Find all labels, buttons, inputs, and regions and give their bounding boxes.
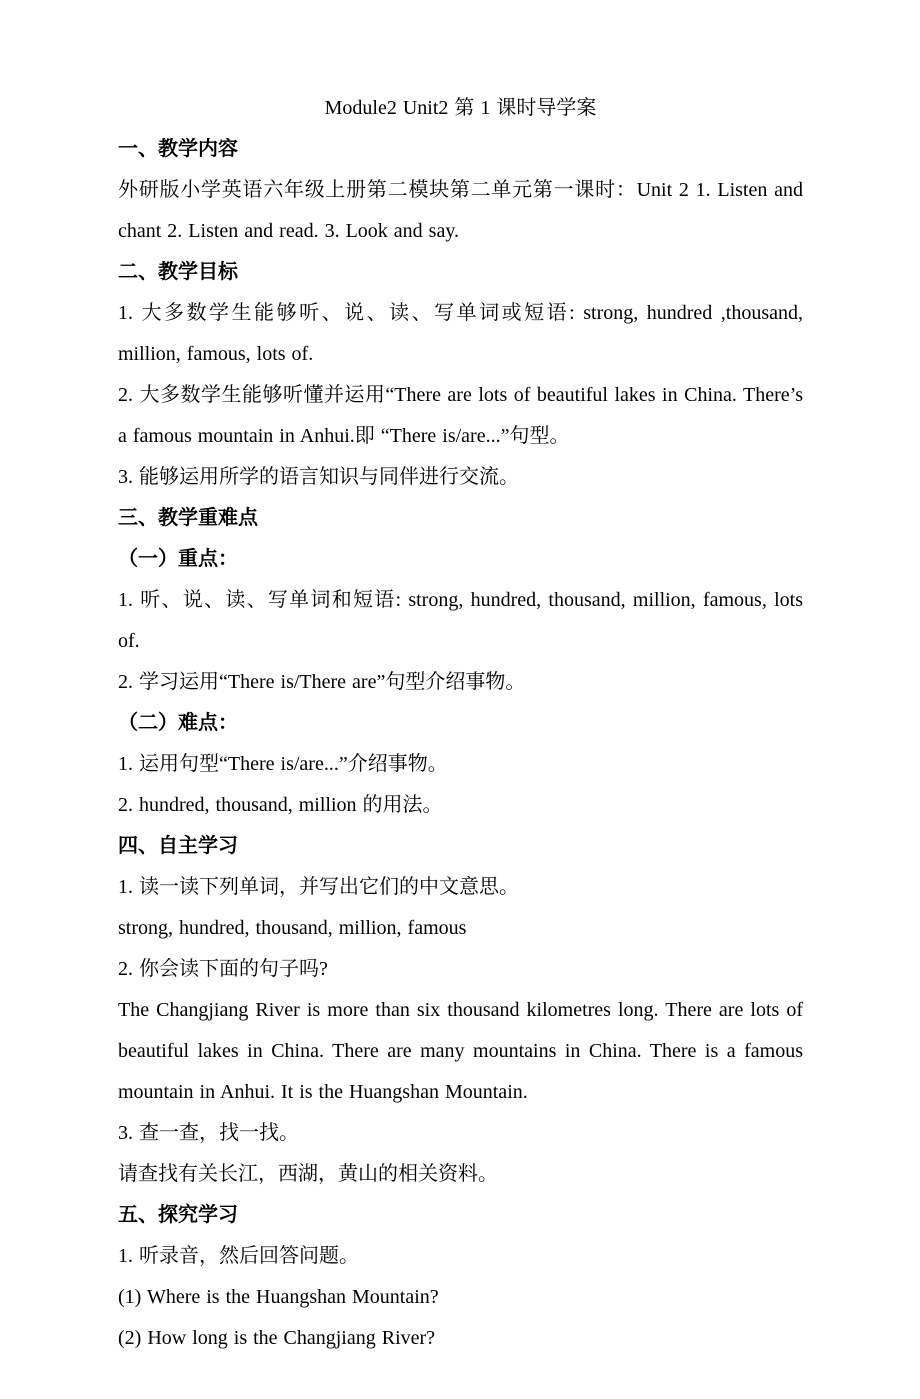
- paragraph: 3. 查一查，找一找。: [118, 1122, 299, 1144]
- subsection-key-points-heading: （一）重点：: [118, 548, 238, 570]
- paragraph: strong, hundred, thousand, million, famous: [118, 917, 467, 939]
- paragraph: 请查找有关长江，西湖，黄山的相关资料。: [118, 1163, 498, 1185]
- paragraph: The Changjiang River is more than six thousand kilometres long. There are lots of beautiful lakes in China. There are many mountains in China. There is a famous mountain in Anhui. It is the Huangshan Mountain.: [118, 999, 803, 1103]
- paragraph: 1. 听录音，然后回答问题。: [118, 1245, 359, 1267]
- paragraph: (2) How long is the Changjiang River?: [118, 1327, 436, 1349]
- section-3-heading: 三、教学重难点: [118, 507, 258, 529]
- paragraph: 2. 你会读下面的句子吗?: [118, 958, 328, 980]
- section-4-heading: 四、自主学习: [118, 835, 238, 857]
- paragraph: 2. 大多数学生能够听懂并运用“There are lots of beautiful lakes in China. There’s a famous mountain in Anhui.即 “There is/are...”句型。: [118, 384, 803, 447]
- paragraph: 外研版小学英语六年级上册第二模块第二单元第一课时：Unit 2 1. Listen and chant 2. Listen and read. 3. Look and say.: [118, 179, 803, 242]
- paragraph: 1. 读一读下列单词，并写出它们的中文意思。: [118, 876, 519, 898]
- paragraph: 2. hundred, thousand, million 的用法。: [118, 794, 443, 816]
- paragraph: 3. 能够运用所学的语言知识与同伴进行交流。: [118, 466, 519, 488]
- paragraph: 2. 学习运用“There is/There are”句型介绍事物。: [118, 671, 526, 693]
- paragraph: 1. 听、说、读、写单词和短语: strong, hundred, thousand, million, famous, lots of.: [118, 589, 803, 652]
- section-2-heading: 二、教学目标: [118, 261, 238, 283]
- section-1-heading: 一、教学内容: [118, 138, 238, 160]
- document-title: Module2 Unit2 第 1 课时导学案: [324, 97, 597, 119]
- section-5-heading: 五、探究学习: [118, 1204, 238, 1226]
- paragraph: (1) Where is the Huangshan Mountain?: [118, 1286, 439, 1308]
- paragraph: 1. 大多数学生能够听、说、读、写单词或短语: strong, hundred ,thousand, million, famous, lots of.: [118, 302, 803, 365]
- paragraph: 1. 运用句型“There is/are...”介绍事物。: [118, 753, 448, 775]
- subsection-difficult-points-heading: （二）难点：: [118, 712, 238, 734]
